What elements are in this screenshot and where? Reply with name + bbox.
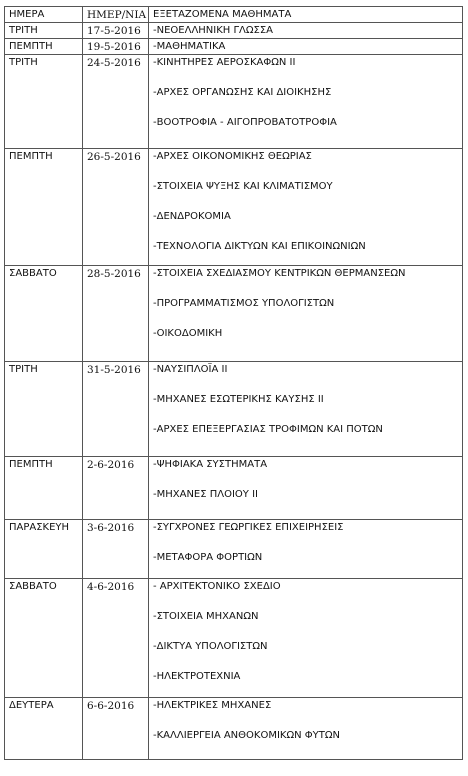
day-cell: ΣΑΒΒΑΤΟ <box>5 579 83 698</box>
subject-item: -ΝΕΟΕΛΛΗΝΙΚΗ ΓΛΩΣΣΑ <box>153 25 274 36</box>
date-cell: 4-6-2016 <box>83 579 149 698</box>
table-row <box>5 579 463 698</box>
day-cell: ΤΡΙΤΗ <box>5 55 83 149</box>
subject-item: -ΔΕΝΔΡΟΚΟΜΙΑ <box>153 211 231 222</box>
day-cell: ΠΕΜΠΤΗ <box>5 149 83 266</box>
table-row <box>5 23 463 39</box>
subject-item: -ΑΡΧΕΣ ΕΠΕΞΕΡΓΑΣΙΑΣ ΤΡΟΦΙΜΩΝ ΚΑΙ ΠΟΤΩΝ <box>153 424 383 435</box>
subjects-cell <box>149 698 463 760</box>
subject-item: -ΑΡΧΕΣ ΟΡΓΑΝΩΣΗΣ ΚΑΙ ΔΙΟΙΚΗΣΗΣ <box>153 87 332 98</box>
subject-item: -ΚΙΝΗΤΗΡΕΣ ΑΕΡΟΣΚΑΦΩΝ ΙΙ <box>153 57 296 68</box>
subjects-cell <box>149 23 463 39</box>
date-cell: 26-5-2016 <box>83 149 149 266</box>
subjects-cell <box>149 457 463 520</box>
subject-item: -ΔΙΚΤΥΑ ΥΠΟΛΟΓΙΣΤΩΝ <box>153 641 268 652</box>
subject-item: - ΑΡΧΙΤΕΚΤΟΝΙΚΟ ΣΧΕΔΙΟ <box>153 581 281 592</box>
header-subjects: ΕΞΕΤΑΖΟΜΕΝΑ ΜΑΘΗΜΑΤΑ <box>149 7 463 23</box>
table-row <box>5 362 463 457</box>
subject-item: -ΒΟΟΤΡΟΦΙΑ - ΑΙΓΟΠΡΟΒΑΤΟΤΡΟΦΙΑ <box>153 117 337 128</box>
date-cell: 17-5-2016 <box>83 23 149 39</box>
table-row <box>5 55 463 149</box>
subjects-cell <box>149 579 463 698</box>
subjects-cell <box>149 266 463 362</box>
subject-item: -ΗΛΕΚΤΡΙΚΕΣ ΜΗΧΑΝΕΣ <box>153 700 272 711</box>
day-cell: ΠΑΡΑΣΚΕΥΗ <box>5 520 83 579</box>
subject-item: -ΜΗΧΑΝΕΣ ΠΛΟΙΟΥ ΙΙ <box>153 489 258 500</box>
subject-item: -ΣΤΟΙΧΕΙΑ ΣΧΕΔΙΑΣΜΟΥ ΚΕΝΤΡΙΚΩΝ ΘΕΡΜΑΝΣΕΩΝ <box>153 268 406 279</box>
subject-item: -ΣΤΟΙΧΕΙΑ ΜΗΧΑΝΩΝ <box>153 611 259 622</box>
day-cell: ΠΕΜΠΤΗ <box>5 39 83 55</box>
subject-item: -ΗΛΕΚΤΡΟΤΕΧΝΙΑ <box>153 671 241 682</box>
date-cell: 3-6-2016 <box>83 520 149 579</box>
subject-item: -ΣΥΓΧΡΟΝΕΣ ΓΕΩΡΓΙΚΕΣ ΕΠΙΧΕΙΡΗΣΕΙΣ <box>153 522 344 533</box>
subject-item: -ΟΙΚΟΔΟΜΙΚΗ <box>153 328 223 339</box>
exam-schedule-table <box>4 6 463 760</box>
date-cell: 28-5-2016 <box>83 266 149 362</box>
date-cell: 6-6-2016 <box>83 698 149 760</box>
table-row <box>5 149 463 266</box>
subjects-cell <box>149 39 463 55</box>
subject-item: -ΤΕΧΝΟΛΟΓΙΑ ΔΙΚΤΥΩΝ ΚΑΙ ΕΠΙΚΟΙΝΩΝΙΩΝ <box>153 241 366 252</box>
subject-item: -ΨΗΦΙΑΚΑ ΣΥΣΤΗΜΑΤΑ <box>153 459 268 470</box>
table-row <box>5 698 463 760</box>
subjects-cell <box>149 149 463 266</box>
subject-item: -ΣΤΟΙΧΕΙΑ ΨΥΞΗΣ ΚΑΙ ΚΛΙΜΑΤΙΣΜΟΥ <box>153 181 333 192</box>
table-row <box>5 39 463 55</box>
table-row <box>5 457 463 520</box>
subject-item: -ΝΑΥΣΙΠΛΟΪΑ ΙΙ <box>153 364 228 375</box>
day-cell: ΣΑΒΒΑΤΟ <box>5 266 83 362</box>
subjects-cell <box>149 55 463 149</box>
header-day: ΗΜΕΡΑ <box>5 7 83 23</box>
date-cell: 31-5-2016 <box>83 362 149 457</box>
date-cell: 19-5-2016 <box>83 39 149 55</box>
header-date: ΗΜΕΡ/ΝΙΑ <box>83 7 149 23</box>
date-cell: 2-6-2016 <box>83 457 149 520</box>
day-cell: ΔΕΥΤΕΡΑ <box>5 698 83 760</box>
subject-item: -ΜΑΘΗΜΑΤΙΚΑ <box>153 41 226 52</box>
subjects-cell <box>149 362 463 457</box>
subject-item: -ΠΡΟΓΡΑΜΜΑΤΙΣΜΟΣ ΥΠΟΛΟΓΙΣΤΩΝ <box>153 298 335 309</box>
subject-item: -ΜΗΧΑΝΕΣ ΕΣΩΤΕΡΙΚΗΣ ΚΑΥΣΗΣ ΙΙ <box>153 394 324 405</box>
day-cell: ΤΡΙΤΗ <box>5 23 83 39</box>
subject-item: -ΚΑΛΛΙΕΡΓΕΙΑ ΑΝΘΟΚΟΜΙΚΩΝ ΦΥΤΩΝ <box>153 730 340 741</box>
schedule-body <box>5 23 463 760</box>
subject-item: -ΜΕΤΑΦΟΡΑ ΦΟΡΤΙΩΝ <box>153 552 263 563</box>
day-cell: ΤΡΙΤΗ <box>5 362 83 457</box>
date-cell: 24-5-2016 <box>83 55 149 149</box>
subjects-cell <box>149 520 463 579</box>
header-row <box>5 7 463 23</box>
table-row <box>5 520 463 579</box>
table-row <box>5 266 463 362</box>
subject-item: -ΑΡΧΕΣ ΟΙΚΟΝΟΜΙΚΗΣ ΘΕΩΡΙΑΣ <box>153 151 312 162</box>
day-cell: ΠΕΜΠΤΗ <box>5 457 83 520</box>
